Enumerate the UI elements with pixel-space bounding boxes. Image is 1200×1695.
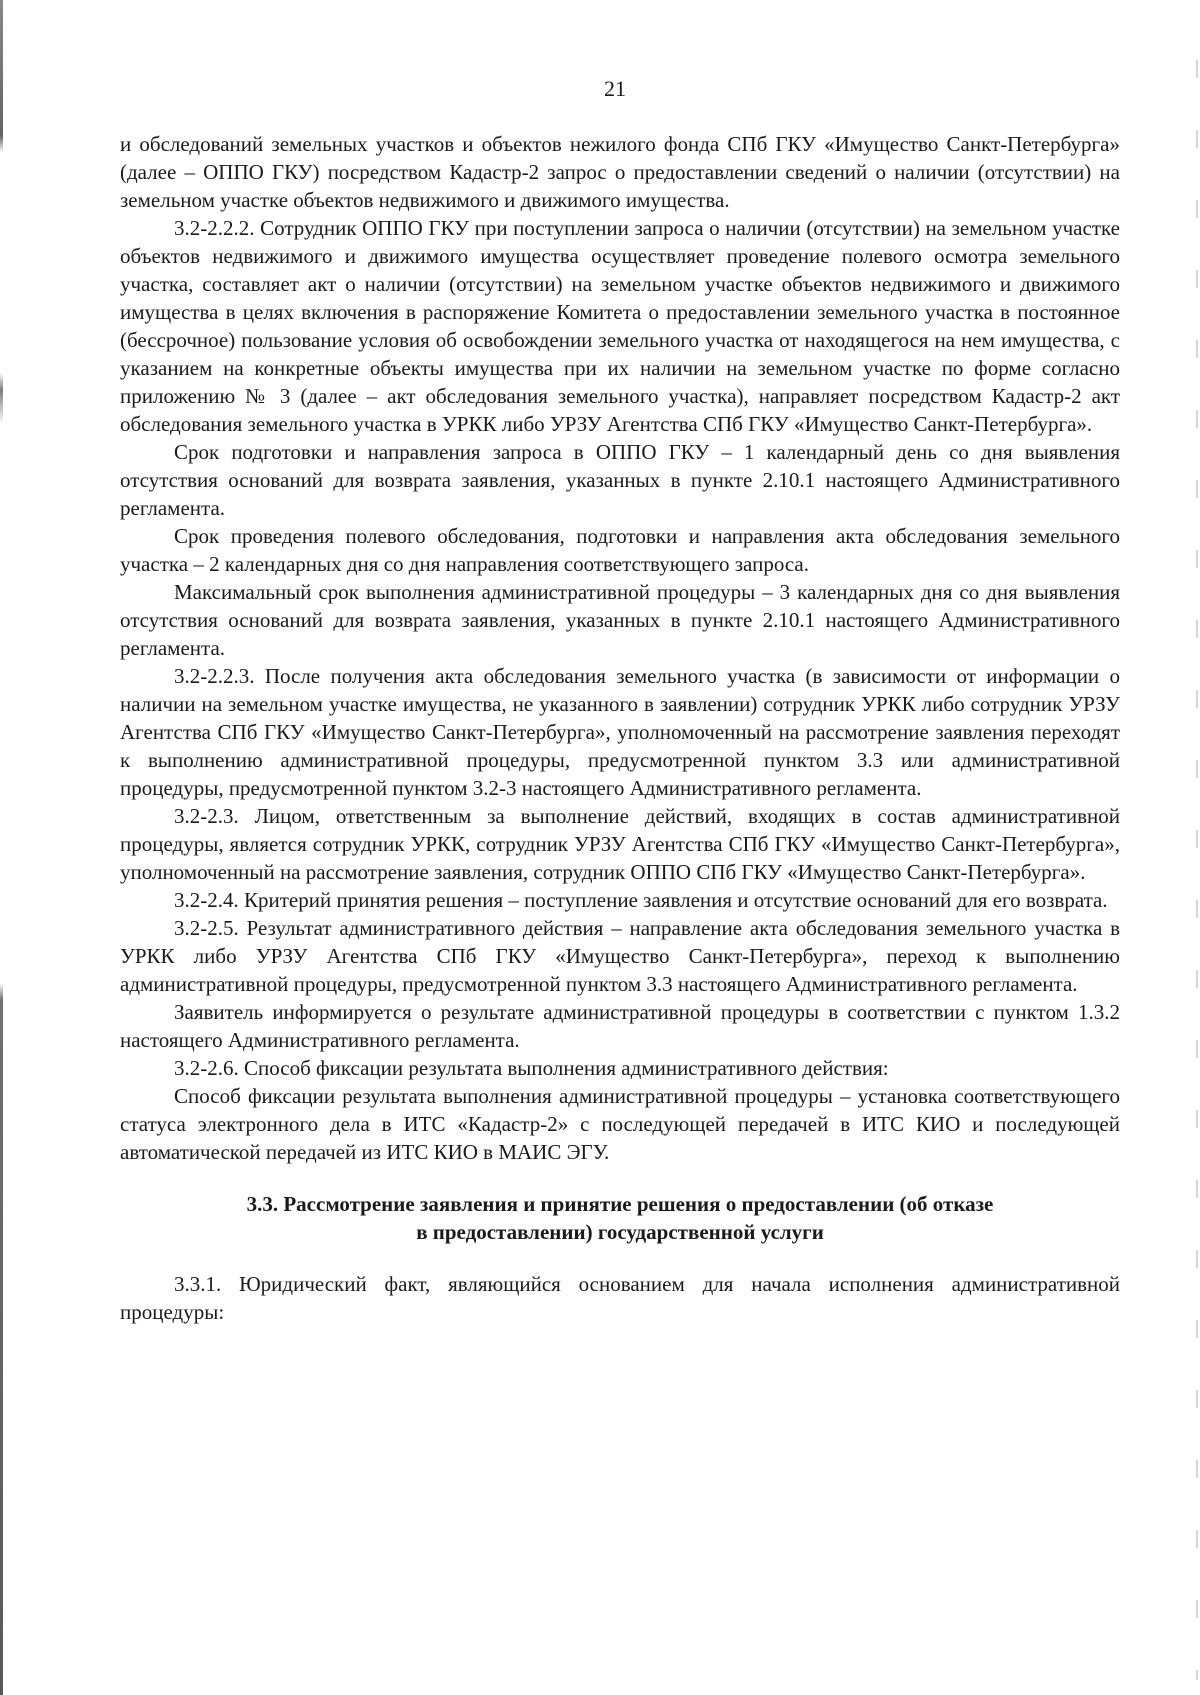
section-heading-line: 3.3. Рассмотрение заявления и принятие решения о предоставлении (об отказе bbox=[246, 1192, 994, 1216]
paragraph: Максимальный срок выполнения административной процедуры – 3 календарных дня со дня выявления отсутствия оснований для возврата заявления, указанных в пункте 2.10.1 настоящего Административного регламента. bbox=[120, 580, 1120, 660]
paragraph: Заявитель информируется о результате административной процедуры в соответствии с пунктом 1.3.2 настоящего Административного регламента. bbox=[120, 1000, 1120, 1052]
paragraph: Способ фиксации результата выполнения административной процедуры – установка соответствующего статуса электронного дела в ИТС «Кадастр-2» с последующей передачей в ИТС КИО и последующей автоматической передачей из ИТС КИО в МАИС ЭГУ. bbox=[120, 1084, 1120, 1164]
paragraph: 3.2-2.2.2. Сотрудник ОППО ГКУ при поступлении запроса о наличии (отсутствии) на земельном участке объектов недвижимого и движимого имущества осуществляет проведение полевого осмотра земельного участка, составляет акт о наличии (отсутствии) на земельном участке объектов недвижимого и движимого имущества в целях включения в распоряжение Комитета о предоставлении земельного участка в постоянное (бессрочное) пользование условия об освобождении земельного участка от находящегося на нем имущества, с указанием на конкретные объекты имущества при их наличии на земельном участке по форме согласно приложению № 3 (далее – акт обследования земельного участка), направляет посредством Кадастр-2 акт обследования земельного участка в УРКК либо УРЗУ Агентства СПб ГКУ «Имущество Санкт-Петербурга». bbox=[120, 216, 1120, 436]
document-body bbox=[120, 130, 1120, 1326]
scan-edge-right bbox=[1196, 60, 1198, 1680]
scan-edge-left bbox=[0, 0, 3, 1695]
paragraph: 3.3.1. Юридический факт, являющийся основанием для начала исполнения административной процедуры: bbox=[120, 1272, 1120, 1324]
paragraph: 3.2-2.3. Лицом, ответственным за выполнение действий, входящих в состав административной процедуры, является сотрудник УРКК, сотрудник УРЗУ Агентства СПб ГКУ «Имущество Санкт-Петербурга», уполномоченный на рассмотрение заявления, сотрудник ОППО СПб ГКУ «Имущество Санкт-Петербурга». bbox=[120, 804, 1120, 884]
paragraph: Срок проведения полевого обследования, подготовки и направления акта обследования земельного участка – 2 календарных дня со дня направления соответствующего запроса. bbox=[120, 524, 1120, 576]
paragraph: 3.2-2.4. Критерий принятия решения – поступление заявления и отсутствие оснований для его возврата. bbox=[174, 888, 1108, 912]
section-heading-line: в предоставлении) государственной услуги bbox=[416, 1220, 824, 1244]
paragraph: Срок подготовки и направления запроса в ОППО ГКУ – 1 календарный день со дня выявления отсутствия оснований для возврата заявления, указанных в пункте 2.10.1 настоящего Административного регламента. bbox=[120, 440, 1120, 520]
paragraph: 3.2-2.2.3. После получения акта обследования земельного участка (в зависимости от информации о наличии на земельном участке имущества, не указанного в заявлении) сотрудник УРКК либо сотрудник УРЗУ Агентства СПб ГКУ «Имущество Санкт-Петербурга», уполномоченный на рассмотрение заявления переходят к выполнению административной процедуры, предусмотренной пунктом 3.3 или административной процедуры, предусмотренной пунктом 3.2-3 настоящего Административного регламента. bbox=[120, 664, 1120, 800]
section-heading bbox=[120, 1190, 1120, 1246]
paragraph: и обследований земельных участков и объектов нежилого фонда СПб ГКУ «Имущество Санкт-Петербурга» (далее – ОППО ГКУ) посредством Кадастр-2 запрос о предоставлении сведений о наличии (отсутствии) на земельном участке объектов недвижимого и движимого имущества. bbox=[120, 132, 1120, 212]
page-number: 21 bbox=[604, 76, 626, 101]
paragraph: 3.2-2.5. Результат административного действия – направление акта обследования земельного участка в УРКК либо УРЗУ Агентства СПб ГКУ «Имущество Санкт-Петербурга», переход к выполнению административной процедуры, предусмотренной пунктом 3.3 настоящего Административного регламента. bbox=[120, 916, 1120, 996]
paragraph: 3.2-2.6. Способ фиксации результата выполнения административного действия: bbox=[174, 1056, 889, 1080]
